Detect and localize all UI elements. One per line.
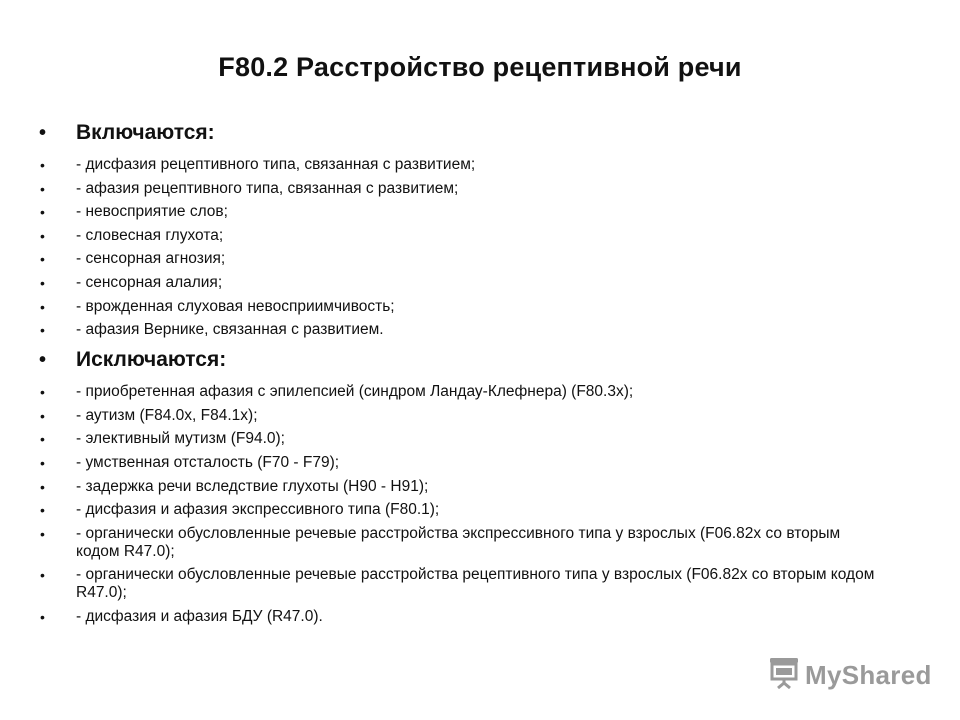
bullet-icon: • (40, 608, 45, 625)
watermark-text: MyShared (805, 659, 932, 690)
list-item (36, 608, 886, 626)
slide-title: F80.2 Расстройство рецептивной речи (218, 52, 742, 82)
bullet-icon: • (39, 349, 47, 372)
list-item (36, 454, 886, 472)
bullet-icon: • (40, 298, 45, 315)
list-item (36, 383, 886, 401)
list-item (36, 525, 886, 561)
list-item-text: - сенсорная алалия; (76, 273, 223, 291)
list-item (36, 227, 886, 245)
list-item (36, 250, 886, 268)
list-item-text: - афазия Вернике, связанная с развитием. (76, 321, 384, 339)
heading-text: Включаются: (76, 121, 215, 144)
bullet-list (36, 116, 886, 632)
bullet-icon: • (40, 251, 45, 268)
list-item-text: - приобретенная афазия с эпилепсией (синдром Ландау-Клефнера) (F80.3x); (76, 383, 634, 401)
bullet-icon: • (40, 180, 45, 197)
list-item (36, 478, 886, 496)
list-item-text: - словесная глухота; (76, 226, 224, 244)
bullet-icon: • (40, 478, 45, 495)
list-item (36, 407, 886, 425)
list-item (36, 274, 886, 292)
bullet-icon: • (40, 274, 45, 291)
list-item-text: - аутизм (F84.0x, F84.1x); (76, 406, 258, 424)
list-item-text: - дисфазия и афазия экспрессивного типа (F80.1); (76, 501, 440, 519)
projector-screen-icon (769, 657, 799, 694)
list-item-text: - органически обусловленные речевые расстройства экспрессивного типа у взрослых (F06.82х со вторым кодом R47.0); (76, 524, 841, 560)
heading-text: Исключаются: (76, 348, 227, 372)
bullet-icon: • (40, 525, 45, 542)
list-item-text: - сенсорная агнозия; (76, 250, 226, 268)
list-item-text: - афазия рецептивного типа, связанная с развитием; (76, 179, 459, 197)
list-item-text: - дисфазия рецептивного типа, связанная с развитием; (76, 156, 476, 173)
bullet-icon: • (40, 157, 45, 173)
bullet-icon: • (40, 407, 45, 424)
bullet-icon: • (40, 227, 45, 244)
list-item (36, 298, 886, 316)
list-item (36, 180, 886, 198)
bullet-icon: • (40, 502, 45, 519)
bullet-icon: • (40, 567, 45, 584)
list-item (36, 501, 886, 519)
list-item-text: - невосприятие слов; (76, 203, 228, 221)
bullet-icon: • (39, 122, 47, 144)
bullet-icon: • (40, 431, 45, 448)
bullet-icon: • (40, 454, 45, 471)
bullet-icon: • (40, 384, 45, 401)
bullet-icon: • (40, 204, 45, 221)
list-item-text: - дисфазия и афазия БДУ (R47.0). (76, 607, 323, 625)
list-item (36, 566, 886, 602)
list-item (36, 156, 886, 174)
list-item (36, 203, 886, 221)
bullet-icon: • (40, 322, 45, 339)
list-item-text: - органически обусловленные речевые расстройства рецептивного типа у взрослых (F06.82х со вторым кодом R47.0); (76, 566, 875, 602)
watermark-logo (769, 658, 932, 692)
section-heading-included (36, 118, 886, 148)
list-item (36, 430, 886, 448)
section-heading-excluded (36, 345, 886, 375)
list-item-text: - умственная отсталость (F70 - F79); (76, 453, 340, 471)
list-item-text: - задержка речи вследствие глухоты (H90 - H91); (76, 477, 429, 495)
list-item-text: - элективный мутизм (F94.0); (76, 430, 285, 448)
list-item (36, 321, 886, 339)
list-item-text: - врожденная слуховая невосприимчивость; (76, 297, 395, 315)
